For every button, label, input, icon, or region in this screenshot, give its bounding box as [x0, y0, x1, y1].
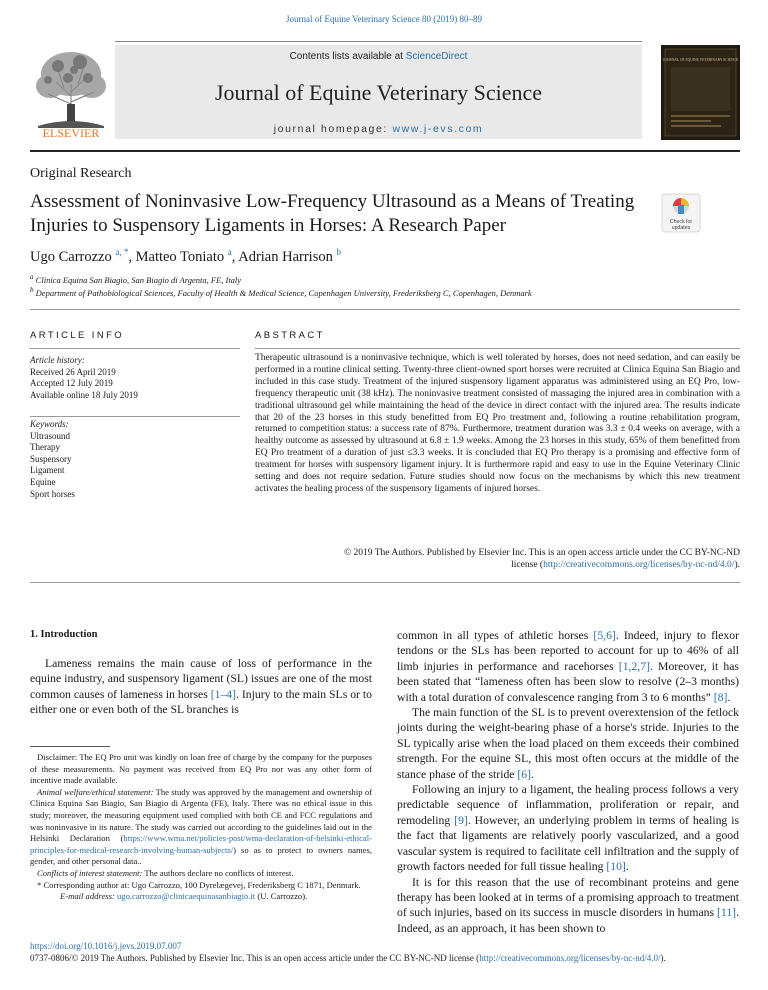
text-run: . — [625, 860, 629, 874]
citation-ref-link[interactable]: [6] — [517, 767, 532, 781]
footer-license-link[interactable]: http://creativecommons.org/licenses/by-nc-nd/4.0/ — [479, 953, 661, 963]
footnote-label: Animal welfare/ethical statement: — [37, 786, 154, 797]
publisher-name: ELSEVIER — [42, 126, 100, 140]
text-run: The authors declare no conflicts of interest. — [142, 867, 294, 878]
helsinki-link[interactable]: https://www.wma.net/policies-post/wma-declaration-of-helsinki-ethical-principles-for-medical-research-involving-human-subjects/ — [30, 833, 372, 855]
history-received: Received 26 April 2019 — [30, 366, 116, 377]
text-run: Following an injury to a ligament, the healing process follows a very predictable sequence of inflammation, proliferation or repair, and remodeling — [397, 783, 739, 827]
history-online: Available online 18 July 2019 — [30, 389, 138, 400]
author-affiliation-mark[interactable]: b — [336, 247, 341, 257]
history-label: Article history: — [30, 355, 85, 365]
article-info-heading: ARTICLE INFO — [30, 330, 125, 341]
footnote-label: Conflicts of interest statement: — [37, 867, 143, 878]
article-history — [30, 355, 240, 401]
text-run: The main function of the SL is to prevent overextension of the fetlock joints during the weight-bearing phase of a horse's stride. Injuries to the SL typically arise when the load placed on them exceeds their combined strength. For the equine SL, this most often occurs at the middle of the stance phase of the stride — [397, 706, 739, 781]
body-column-left — [30, 656, 372, 718]
footnote-corresponding: * Corresponding author at: Ugo Carrozzo, 100 Dyrelægevej, Frederiksberg C 1871, Denmark. — [37, 879, 361, 890]
contents-prefix: Contents lists available at — [289, 51, 406, 62]
doi-link[interactable]: https://doi.org/10.1016/j.jevs.2019.07.007 — [30, 941, 182, 951]
keyword: Suspensory — [30, 453, 72, 464]
author-affiliation-mark[interactable]: a, * — [115, 247, 129, 257]
crossmark-icon[interactable] — [660, 192, 702, 234]
paragraph — [397, 875, 739, 937]
author-name: Ugo Carrozzo — [30, 248, 112, 265]
journal-cover-image[interactable] — [661, 45, 740, 140]
license-link[interactable]: http://creativecommons.org/licenses/by-nc-nd/4.0/ — [543, 559, 735, 570]
text-run: common in all types of athletic horses — [397, 629, 594, 642]
text-run: Lameness remains the main cause of loss of performance in the equine industry, and suspensory ligament (SL) issues are one of the most common causes of lameness in horses — [30, 657, 372, 701]
citation-ref-link[interactable]: [11] — [717, 906, 737, 920]
footnotes — [30, 752, 372, 903]
masthead-bottom-rule — [30, 150, 740, 152]
copyright-line: © 2019 The Authors. Published by Elsevier Inc. This is an open access article under the CC BY-NC-ND — [343, 548, 740, 558]
homepage-link[interactable]: www.j-evs.com — [392, 123, 484, 135]
keyword: Ultrasound — [30, 430, 70, 441]
text-run: . — [531, 767, 534, 781]
article-info-rule — [30, 348, 240, 349]
crossmark-text-2: updates — [671, 225, 691, 231]
paragraph — [30, 656, 372, 718]
header-rule — [30, 309, 740, 310]
author-name: Adrian Harrison — [238, 248, 333, 265]
keyword: Equine — [30, 476, 56, 487]
keyword: Ligament — [30, 465, 65, 476]
affiliation-mark: b — [30, 286, 34, 294]
footnote-email — [30, 891, 372, 903]
text-run: . — [727, 690, 731, 704]
email-link[interactable]: ugo.carrozzo@clinicaequinasanbiagio.it — [116, 891, 256, 902]
footer-license-suffix: ). — [660, 953, 666, 963]
paragraph — [397, 782, 739, 874]
abstract-text: Therapeutic ultrasound is a noninvasive technique, which is well tolerated by horses, does not need sedation, and can easily be performed in a routine clinical setting. Twenty-three client-owned sport horses were recruited at Clinica Equina San Biagio and included in this case study. Treatment of the injured suspensory ligament apparatus was administered using an EQ Pro, low-frequency therapeutic unit (38 kHz). The noninvasive treatment consisted of massaging the injured area in combination with a traditional ultrasound gel while maintaining the head of the device in direct contact with the injured area. The results indicate that 20 of the 23 horses in this study benefitted from EQ Pro treatment and, following a routine rehabilitation program, returned to competition status: a success rate of 87%. Furthermore, treatment duration was 3.3 ± 0.4 weeks on average, with a healthy outcome as assessed by ultrasound at 6.8 ± 1.9 weeks. Among the 23 horses in this study, 65% of them benefitted from EQ Pro treatment of a duration of just ≤3.3 weeks. It is concluded that EQ Pro therapy is a promising and effective form of treatment for horses with suspensory ligament injury. It is furthermore rapid and easy to use in the Equine Veterinary Clinic setting and does not require sedation. Future studies should now focus on the mechanisms by which this new treatment activates the healing process of the suspensory ligaments of injured horses. — [255, 353, 740, 494]
history-accepted: Accepted 12 July 2019 — [30, 378, 113, 389]
license-prefix: license ( — [511, 559, 544, 570]
keyword: Therapy — [30, 442, 60, 453]
article-type: Original Research — [30, 166, 132, 181]
paragraph — [397, 705, 739, 782]
contents-line — [115, 51, 642, 62]
keywords-rule — [30, 416, 240, 417]
article-title: Assessment of Noninvasive Low-Frequency Ultrasound as a Means of Treating Injuries to Suspensory Ligaments in Horses: A Research Paper — [30, 191, 635, 236]
text-run: (U. Carrozzo). — [255, 891, 308, 902]
footnote-conflicts — [30, 868, 372, 880]
citation-ref-link[interactable]: [9] — [454, 813, 468, 827]
cover-title: JOURNAL OF EQUINE VETERINARY SCIENCE — [662, 58, 739, 62]
abstract-rule — [255, 348, 740, 349]
footnote-ethics — [30, 787, 372, 868]
text-run: . Indeed, as an approach, it has been shown to — [397, 906, 739, 935]
text-run: The study was approved by the management and ownership of Clinica Equina San Biagio, San Biagio di Argenta (FE), Italy. There was no ethical issue in this study; moreover, the measuring equipment used complied with both CE and FCC regulations and was noninvasive in its nature. The study was carried out according to the guidelines laid out in the Helsinki Declaration ( — [30, 786, 372, 844]
paragraph — [397, 628, 739, 705]
journal-citation-link[interactable]: Journal of Equine Veterinary Science 80 (2019) 80–89 — [285, 14, 483, 24]
affiliation-text: Clinica Equina San Biagio, San Biagio di Argenta, FE, Italy — [35, 274, 242, 285]
body-column-right — [397, 628, 739, 936]
section-heading-introduction: 1. Introduction — [30, 629, 98, 640]
affiliation-text: Department of Pathobiological Sciences, Faculty of Health & Medical Science, Copenhagen University, Frederiksberg C, Copenhagen, Denmark — [35, 287, 532, 298]
copyright-license-line — [255, 560, 740, 572]
abstract-copyright — [255, 548, 740, 572]
footnote-disclaimer: Disclaimer: The EQ Pro unit was kindly on loan free of charge by the company for the purposes of these measurements. No payment was received from EQ Pro nor was any other form of incentive made available. — [30, 752, 372, 786]
text-run: . However, an underlying problem in terms of healing is the fact that ligaments are relatively poorly vascularized, and a good vascular system is required to facilitate cell infiltration and the supply of growth factors needed for full tissue healing — [397, 813, 739, 874]
abstract-heading: ABSTRACT — [255, 330, 325, 341]
journal-homepage-line — [115, 123, 642, 135]
journal-title: Journal of Equine Veterinary Science — [214, 80, 543, 105]
footer-license-line — [30, 953, 750, 963]
affiliation-mark: a — [30, 273, 34, 281]
keywords-list — [30, 419, 240, 500]
citation-ref-link[interactable]: [1–4] — [210, 687, 237, 701]
footer-license-text: 0737-0806/© 2019 The Authors. Published by Elsevier Inc. This is an open access article under the CC BY-NC-ND license ( — [30, 953, 480, 963]
license-suffix: ). — [734, 559, 740, 570]
citation-ref-link[interactable]: [10] — [606, 860, 626, 874]
homepage-prefix: journal homepage: — [273, 123, 393, 135]
citation-ref-link[interactable]: [5,6] — [593, 629, 616, 642]
author-affiliation-mark[interactable]: a — [227, 247, 232, 257]
author-list: Ugo Carrozzo $^{a, *}$, Matteo Toniato $^a$, Adrian Harrison $^b$ — [30, 247, 341, 265]
citation-ref-link[interactable]: [1,2,7] — [618, 659, 650, 673]
text-run: . Indeed, injury to flexor tendons or the SLs has been reported to account for up to 46% of all limb injuries in performance and racehorses — [397, 629, 739, 673]
text-run: It is for this reason that the use of recombinant proteins and gene therapy has been looked at in terms of a promising approach to treatment of such injuries, based on its success in muscle disorders in humans — [397, 875, 739, 920]
masthead-top-rule — [115, 41, 642, 42]
author-name: Matteo Toniato — [135, 248, 225, 265]
affiliation — [30, 286, 532, 298]
abstract-bottom-rule — [30, 582, 740, 583]
footnote-label: E-mail address: — [60, 891, 115, 902]
affiliation — [30, 273, 241, 285]
sciencedirect-link[interactable]: ScienceDirect — [405, 51, 468, 62]
text-run: ) so as to protect to owners names, gender, and other personal data.. — [30, 844, 372, 867]
citation-ref-link[interactable]: [8] — [713, 690, 728, 704]
footnote-rule — [30, 746, 110, 747]
keywords-label: Keywords: — [30, 419, 69, 429]
keyword: Sport horses — [30, 488, 75, 499]
text-run: . Moreover, it has been stated that “lameness often has been slow to resolve (2–3 months) with a total duration of convalescence ranging from 3 to 6 months” — [397, 659, 739, 704]
crossmark-text-1: Check for — [669, 219, 693, 225]
elsevier-tree-icon[interactable] — [28, 44, 114, 140]
text-run: . Injury to the main SLs or to either one or even both of the SL branches is — [30, 687, 372, 717]
